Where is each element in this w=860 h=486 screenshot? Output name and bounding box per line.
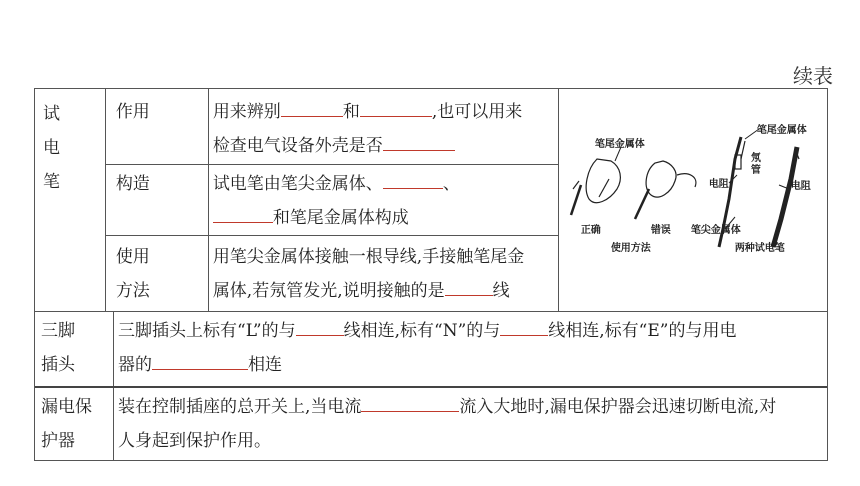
text-protector: [113, 388, 827, 460]
subrow-usage: [106, 235, 558, 311]
text-function: [208, 89, 558, 164]
category-tester-char-2: 电: [43, 138, 60, 158]
usage-line-2: [213, 274, 558, 308]
blank-function-2: [360, 98, 432, 117]
blank-plug-2: [500, 317, 548, 336]
label-usage: [106, 236, 208, 311]
plug-text-d: 器的: [118, 355, 152, 375]
plug-line-2: [118, 348, 827, 382]
blank-function-3: [383, 132, 455, 151]
row-plug: [35, 311, 827, 386]
blank-structure-2: [213, 204, 273, 223]
label-structure: 构造: [115, 174, 150, 194]
continued-table-label: 续表: [793, 64, 833, 88]
plug-text-a: 三脚插头上标有“L”的与: [118, 321, 296, 341]
text-usage: [208, 236, 558, 311]
structure-text-a: 试电笔由笔尖金属体、: [212, 174, 383, 194]
category-plug: [35, 312, 113, 386]
function-text-d: 检查电气设备外壳是否: [212, 136, 383, 156]
category-tester-char-1: 试: [43, 104, 60, 124]
category-tester: [35, 89, 105, 311]
text-structure: [208, 165, 558, 235]
label-tube: 管: [750, 165, 761, 176]
subrow-function: [106, 89, 558, 164]
electricity-safety-table: [34, 88, 828, 461]
row-protector: [35, 386, 827, 460]
category-plug-line-2: 插头: [41, 355, 75, 375]
plug-line-1: [118, 314, 827, 348]
usage-text-a: 属体,若氖管发光,说明接触的是: [212, 281, 445, 301]
tester-figure-cell: [558, 89, 827, 311]
function-text-c: ,也可以用来: [431, 102, 523, 122]
protector-line-1: [118, 390, 827, 424]
structure-text-b: 、: [442, 174, 460, 194]
tester-figure: [559, 89, 827, 311]
label-wrong: 错误: [650, 225, 671, 236]
row-tester: [35, 89, 827, 311]
function-line-1: [213, 95, 558, 129]
usage-text-b: 线: [492, 281, 510, 301]
protector-line-2: 人身起到保护作用。: [118, 431, 271, 451]
caption-two-types: 两种试电笔: [734, 243, 785, 254]
function-line-2: [213, 129, 558, 163]
category-plug-line-1: 三脚: [41, 321, 75, 341]
category-protector-line-1: 漏电保: [41, 397, 92, 417]
blank-plug-1: [296, 317, 344, 336]
function-text-b: 和: [342, 102, 360, 122]
label-tip-metal: 笔尖金属体: [690, 225, 741, 236]
plug-text-c: 线相连,标有“E”的与用电: [548, 321, 737, 341]
label-neon: 氖: [750, 153, 761, 164]
label-usage-line-1: 使用: [115, 247, 150, 267]
structure-line-2: [213, 201, 558, 235]
category-tester-char-3: 笔: [43, 172, 60, 192]
blank-plug-3: [152, 351, 248, 370]
label-resistor-left: 电阻: [708, 179, 729, 190]
caption-usage: 使用方法: [610, 243, 651, 254]
label-usage-line-2: 方法: [115, 281, 150, 301]
hand-wrong-drawing: [635, 161, 696, 219]
structure-line-1: [213, 167, 558, 201]
structure-text-c: 和笔尾金属体构成: [272, 208, 409, 228]
label-resistor-right: 电阻: [790, 181, 811, 192]
protector-text-a: 装在控制插座的总开关上,当电流: [118, 397, 362, 417]
blank-usage: [445, 277, 493, 296]
hand-correct-drawing: [571, 159, 620, 215]
label-correct: 正确: [580, 225, 601, 236]
label-tail-metal-left: 笔尾金属体: [594, 139, 645, 150]
category-protector: [35, 388, 113, 460]
text-plug: [113, 312, 827, 386]
plug-text-b: 线相连,标有“N”的与: [343, 321, 501, 341]
function-text-a: 用来辨别: [212, 102, 281, 122]
label-tail-metal-right: 笔尾金属体: [756, 125, 807, 136]
blank-structure-1: [383, 170, 443, 189]
tester-content-block: [105, 89, 558, 311]
category-protector-line-2: 护器: [41, 431, 75, 451]
blank-function-1: [281, 98, 343, 117]
blank-protector: [361, 393, 459, 412]
label-function: 作用: [115, 102, 150, 122]
plug-text-e: 相连: [248, 355, 282, 375]
usage-line-1: 用笔尖金属体接触一根导线,手接触笔尾金: [212, 247, 525, 267]
protector-text-b: 流入大地时,漏电保护器会迅速切断电流,对: [459, 397, 777, 417]
subrow-structure: [106, 164, 558, 235]
